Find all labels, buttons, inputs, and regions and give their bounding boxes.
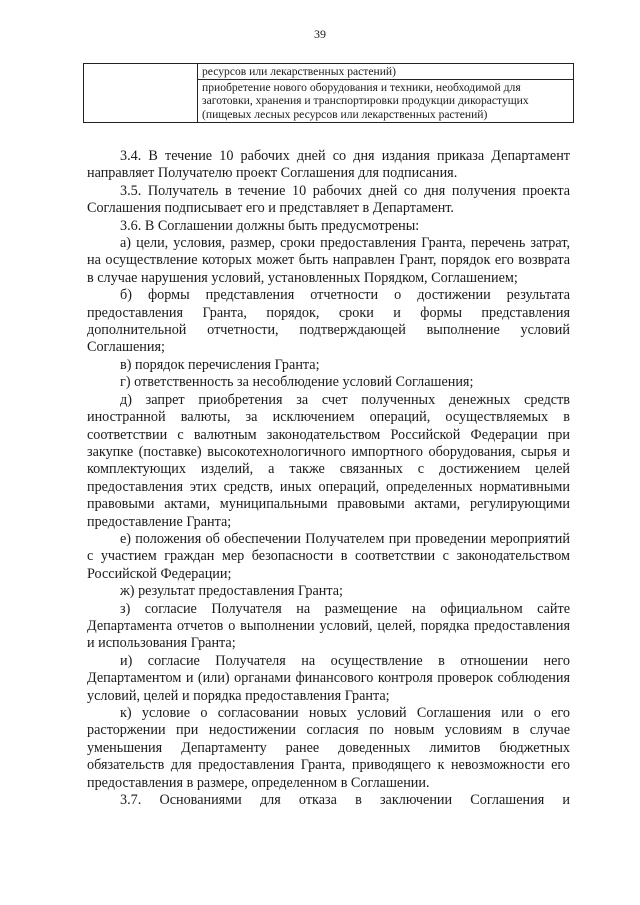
- table-empty-cell: [84, 64, 198, 123]
- item-d: д) запрет приобретения за счет полученных денежных средств иностранной валюты, за исключением операций, осуществляемых в соответствии с валютным законодательством Российской Федерации при закупке (поставке) высокотехнологичного импортного оборудования, сырья и комплектующих изделий, а также связанных с достижением целей предоставления этих средств, иных операций, определенных нормативными правовыми актами, муниципальными правовыми актами, регулирующими предоставление Гранта;: [87, 391, 570, 530]
- paragraph-3-6: 3.6. В Соглашении должны быть предусмотрены:: [120, 217, 420, 234]
- item-z: з) согласие Получателя на размещение на официальном сайте Департамента отчетов о выполнении условий, целей, порядка предоставления и использования Гранта;: [87, 600, 570, 652]
- item-zh: ж) результат предоставления Гранта;: [120, 583, 343, 600]
- grant-expenses-table: [83, 63, 574, 123]
- paragraph-3-7: 3.7. Основаниями для отказа в заключении Соглашения и: [120, 792, 570, 809]
- item-g: г) ответственность за несоблюдение условий Соглашения;: [120, 374, 474, 391]
- table-row: [84, 64, 574, 80]
- paragraph-3-5: 3.5. Получатель в течение 10 рабочих дней со дня получения проекта Соглашения подписывает его и представляет в Департамент.: [87, 182, 570, 217]
- item-i: и) согласие Получателя на осуществление в отношении него Департаментом и (или) органами финансового контроля проверок соблюдения условий, целей и порядка предоставления Гранта;: [87, 652, 570, 704]
- item-e: е) положения об обеспечении Получателем при проведении мероприятий с участием граждан мер безопасности в соответствии с законодательством Российской Федерации;: [87, 530, 570, 582]
- page-number: 39: [314, 27, 326, 41]
- item-k: к) условие о согласовании новых условий Соглашения или о его расторжении при недостижении согласия по новым условиям в случае уменьшения Департаменту ранее доведенных лимитов бюджетных обязательств для предоставления Гранта, приводящего к невозможности его предоставления в размере, определенном в Соглашении.: [87, 705, 570, 791]
- document-body: [87, 148, 570, 809]
- paragraph-3-4: 3.4. В течение 10 рабочих дней со дня издания приказа Департамент направляет Получателю проект Соглашения для подписания.: [87, 148, 570, 182]
- item-v: в) порядок перечисления Гранта;: [120, 356, 320, 373]
- item-b: б) формы представления отчетности о достижении результата предоставления Гранта, порядок, сроки и формы представления дополнительной отчетности, подтверждающей выполнение условий Соглашения;: [87, 287, 570, 356]
- table-cell-resources: ресурсов или лекарственных растений): [198, 64, 574, 80]
- item-a: а) цели, условия, размер, сроки предоставления Гранта, перечень затрат, на осуществление которых может быть направлен Грант, порядок его возврата в случае нарушения условий, установленных Порядком, Соглашением;: [87, 235, 570, 286]
- table-cell-equipment: приобретение нового оборудования и техники, необходимой для заготовки, хранения и транспортировки продукции дикорастущих (пищевых лесных ресурсов или лекарственных растений): [198, 80, 574, 123]
